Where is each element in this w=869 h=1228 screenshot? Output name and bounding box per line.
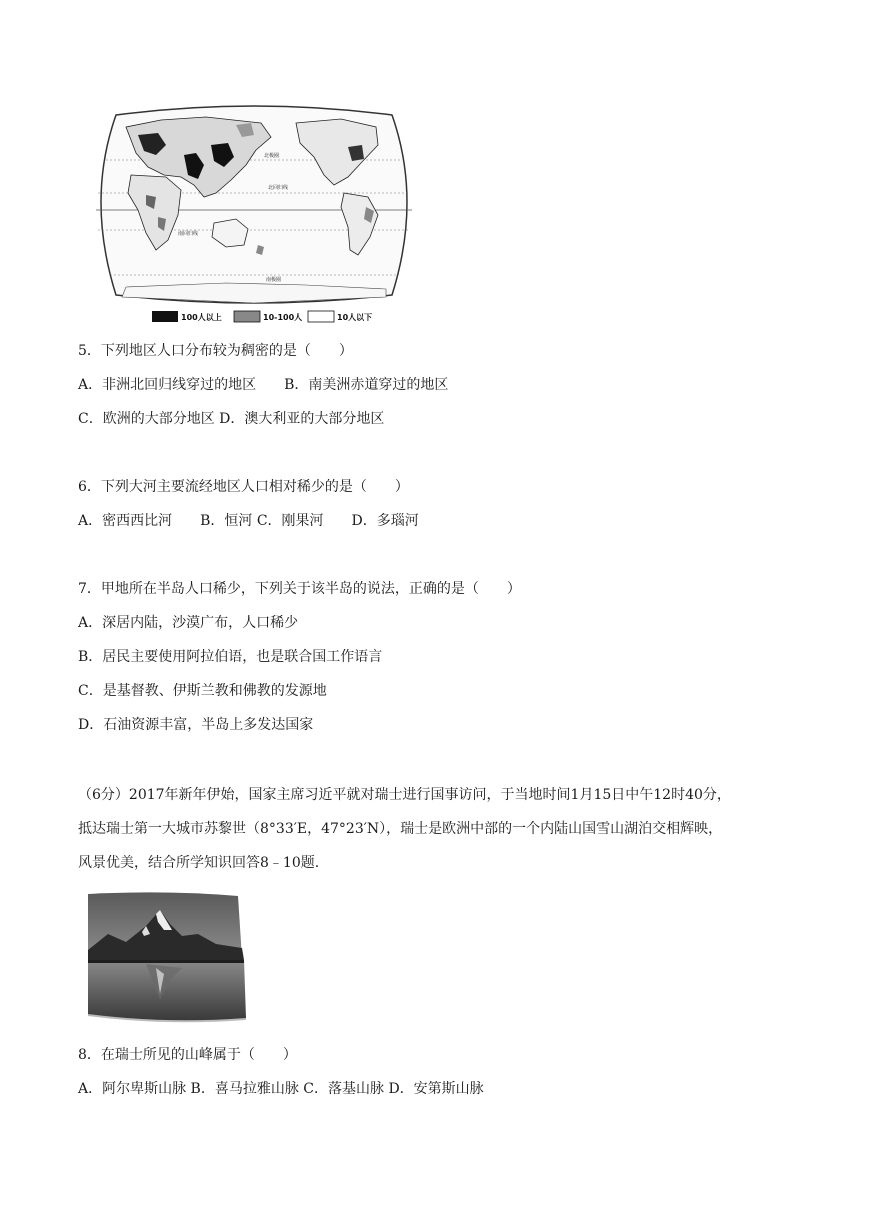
- population-density-map: [86, 105, 422, 325]
- q6-stem: 6．下列大河主要流经地区人口相对稀少的是（ ）: [78, 479, 409, 495]
- tropic-south-label: 南回归线: [178, 231, 199, 237]
- q8-options: A．阿尔卑斯山脉 B．喜马拉雅山脉 C．落基山脉 D．安第斯山脉: [78, 1081, 484, 1097]
- q7-option-a: A．深居内陆，沙漠广布，人口稀少: [78, 615, 299, 631]
- q5-options-cd: C．欧洲的大部分地区 D．澳大利亚的大部分地区: [78, 411, 385, 427]
- legend-label-sparse: 10人以下: [337, 313, 373, 322]
- intro-line-2: 抵达瑞士第一大城市苏黎世（8°33′E，47°23′N），瑞士是欧洲中部的一个内陆山国雪山湖泊交相辉映，: [78, 821, 723, 837]
- q5-options-ab: A．非洲北回归线穿过的地区 B．南美洲赤道穿过的地区: [78, 377, 449, 393]
- antarctic-label: 南极圈: [266, 277, 282, 283]
- q7-option-c: C．是基督教、伊斯兰教和佛教的发源地: [78, 683, 327, 699]
- intro-line-1: （6分）2017年新年伊始，国家主席习近平就对瑞士进行国事访问，于当地时间1月15日中午12时40分，: [78, 787, 731, 803]
- legend-swatch-sparse: [308, 311, 334, 322]
- q7-option-d: D．石油资源丰富，半岛上多发达国家: [78, 717, 314, 733]
- intro-line-3: 风景优美，结合所学知识回答8﹣10题.: [78, 855, 320, 871]
- legend-label-dense: 100人以上: [181, 313, 222, 322]
- q8-stem: 8．在瑞士所见的山峰属于（ ）: [78, 1047, 297, 1063]
- legend-swatch-medium: [234, 311, 260, 322]
- arctic-label: 北极圈: [264, 153, 280, 159]
- q6-options: A．密西西比河 B．恒河 C．刚果河 D．多瑙河: [78, 513, 419, 529]
- mountain-lake-photo: [86, 890, 248, 1026]
- q7-option-b: B．居民主要使用阿拉伯语，也是联合国工作语言: [78, 649, 383, 665]
- legend-swatch-dense: [152, 311, 178, 322]
- tropic-north-label: 北回归线: [268, 185, 289, 191]
- legend-label-medium: 10-100人: [263, 313, 303, 322]
- q5-stem: 5．下列地区人口分布较为稠密的是（ ）: [78, 343, 353, 359]
- q7-stem: 7．甲地所在半岛人口稀少，下列关于该半岛的说法，正确的是（ ）: [78, 581, 521, 597]
